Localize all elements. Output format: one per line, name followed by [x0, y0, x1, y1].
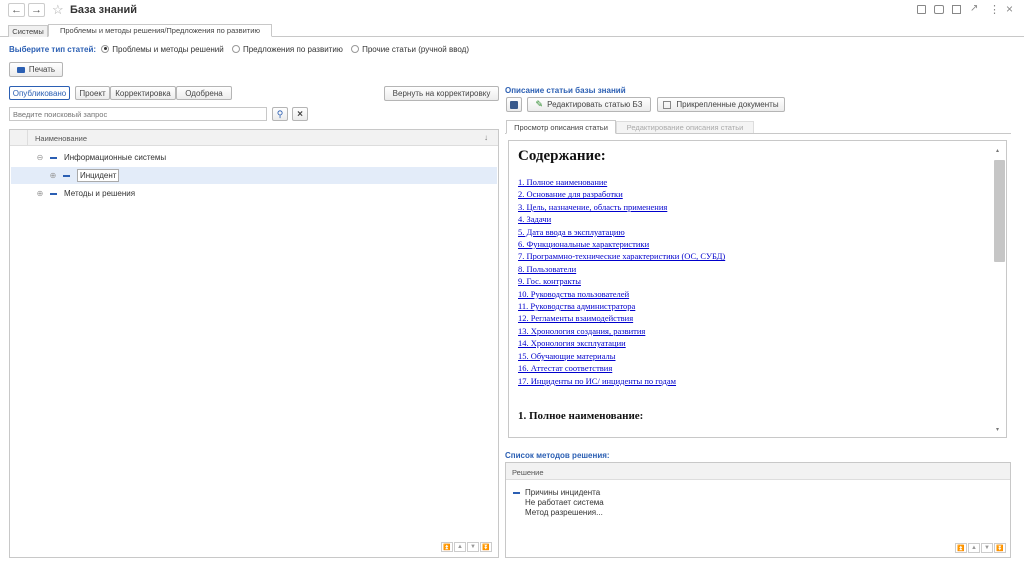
tree-table [9, 129, 499, 558]
column-name-header[interactable]: Наименование [35, 134, 87, 143]
prev-page-icon[interactable]: ▲ [968, 543, 980, 553]
tree-navigation [440, 542, 492, 552]
pencil-icon: ✎ [535, 99, 544, 109]
header-divider [27, 130, 28, 146]
solutions-navigation [954, 543, 1006, 553]
search-input[interactable] [9, 107, 267, 121]
toc-link[interactable]: 4. Задачи [518, 214, 552, 225]
group-dash-icon [50, 157, 57, 159]
solutions-group-row[interactable]: Причины инцидента [513, 488, 600, 497]
favorite-star-icon[interactable]: ☆ [52, 2, 64, 17]
print-icon[interactable] [934, 5, 944, 14]
radio-icon [232, 45, 240, 53]
search-button[interactable] [272, 107, 288, 121]
clear-search-button[interactable] [292, 107, 308, 121]
link-icon[interactable]: ↗ [970, 3, 979, 14]
close-icon[interactable]: × [1006, 2, 1014, 16]
toc-link[interactable]: 14. Хронология эксплуатации [518, 338, 626, 349]
forward-button[interactable]: → [28, 3, 45, 17]
toc-link[interactable]: 1. Полное наименование [518, 177, 608, 187]
status-tab-published[interactable]: Опубликовано [9, 86, 70, 100]
toc-link[interactable]: 17. Инциденты по ИС/ инциденты по годам [518, 375, 677, 386]
first-page-icon[interactable]: ⏫ [441, 542, 453, 552]
toc-link[interactable]: 16. Аттестат соответствия [518, 363, 613, 374]
article-type-label: Выберите тип статей: [9, 45, 97, 54]
edit-article-button[interactable]: ✎ Редактировать статью БЗ [527, 97, 651, 112]
toc-link[interactable]: 13. Хронология создания, развития [518, 325, 646, 336]
checkbox-icon [663, 101, 671, 109]
expand-icon[interactable]: ⊕ [36, 189, 44, 198]
tree-row-selected[interactable]: ⊕ Инцидент [11, 167, 497, 184]
tree-row[interactable]: ⊕ Методы и решения [36, 189, 136, 198]
close-icon: × [297, 108, 303, 120]
solution-item[interactable]: Метод разрешения... [525, 508, 603, 517]
group-dash-icon [50, 193, 57, 195]
solutions-title: Список методов решения: [505, 451, 610, 460]
article-scrollbar[interactable] [993, 142, 1006, 436]
tab-edit-article[interactable]: Редактирование описания статьи [616, 121, 754, 133]
save-article-button[interactable] [506, 97, 522, 112]
expand-icon[interactable]: ⊕ [49, 171, 57, 180]
attached-documents-button[interactable]: Прикрепленные документы [657, 97, 785, 112]
column-solution-header[interactable]: Решение [512, 468, 544, 477]
toc-link[interactable]: 5. Дата ввода в эксплуатацию [518, 226, 625, 237]
scroll-down-icon[interactable]: ▾ [996, 427, 1000, 433]
toc-link[interactable]: 6. Функциональные характеристики [518, 239, 650, 250]
next-page-icon[interactable]: ▼ [467, 542, 479, 552]
search-icon: ⚲ [276, 108, 284, 119]
group-dash-icon [63, 175, 70, 177]
save-icon[interactable] [917, 5, 926, 14]
status-tab-correction[interactable]: Корректировка [110, 86, 176, 100]
sort-down-icon[interactable]: ↓ [484, 133, 488, 142]
toc-link[interactable]: 2. Основание для разработки [518, 189, 623, 200]
back-button[interactable]: ← [8, 3, 25, 17]
prev-page-icon[interactable]: ▲ [454, 542, 466, 552]
article-section-title: Описание статьи базы знаний [505, 86, 626, 95]
tree-row[interactable]: ⊖ Информационные системы [36, 153, 167, 162]
last-page-icon[interactable]: ⏬ [994, 543, 1006, 553]
group-dash-icon [513, 492, 520, 494]
tab-problems[interactable]: Проблемы и методы решения/Предложения по развитию [48, 24, 272, 37]
status-tab-project[interactable]: Проект [75, 86, 110, 100]
radio-problems[interactable]: Проблемы и методы решений [101, 45, 223, 54]
toc-link[interactable]: 3. Цель, назначение, область применения [518, 201, 668, 212]
radio-proposals[interactable]: Предложения по развитию [232, 45, 343, 54]
solution-item[interactable]: Не работает система [525, 498, 604, 507]
tab-view-article[interactable]: Просмотр описания статьи [506, 120, 616, 134]
save-icon [510, 101, 518, 109]
article-type-group [9, 45, 469, 54]
scroll-thumb[interactable] [994, 160, 1005, 262]
page-title: База знаний [70, 4, 138, 16]
toc-link[interactable]: 15. Обучающие материалы [518, 350, 616, 361]
toc-link[interactable]: 8. Пользователи [518, 263, 577, 274]
preview-icon[interactable] [952, 5, 961, 14]
more-icon[interactable]: ⋮ [989, 4, 1000, 16]
toc-link[interactable]: 11. Руководства администратора [518, 301, 636, 312]
tab-systems[interactable]: Системы [8, 25, 48, 37]
status-tab-approved[interactable]: Одобрена [176, 86, 232, 100]
toc-link[interactable]: 9. Гос. контракты [518, 276, 581, 287]
toc-list [518, 176, 725, 387]
next-page-icon[interactable]: ▼ [981, 543, 993, 553]
return-to-correction-button[interactable]: Вернуть на корректировку [384, 86, 499, 101]
solutions-header [506, 463, 1010, 480]
first-page-icon[interactable]: ⏫ [955, 543, 967, 553]
radio-checked-icon [101, 45, 109, 53]
collapse-icon[interactable]: ⊖ [36, 153, 44, 162]
scroll-up-icon[interactable]: ▴ [996, 148, 1000, 154]
radio-icon [351, 45, 359, 53]
radio-other[interactable]: Прочие статьи (ручной ввод) [351, 45, 469, 54]
article-viewer[interactable] [508, 140, 1007, 438]
solutions-table [505, 462, 1011, 558]
last-page-icon[interactable]: ⏬ [480, 542, 492, 552]
print-button[interactable]: Печать [9, 62, 63, 77]
printer-icon [17, 67, 25, 73]
toc-link[interactable]: 12. Регламенты взаимодействия [518, 313, 634, 324]
section-heading: 1. Полное наименование: [518, 410, 644, 422]
toc-link[interactable]: 10. Руководства пользователей [518, 288, 630, 299]
toc-heading: Содержание: [518, 148, 606, 164]
toc-link[interactable]: 7. Программно-технические характеристики (ОС, СУБД) [518, 251, 726, 262]
